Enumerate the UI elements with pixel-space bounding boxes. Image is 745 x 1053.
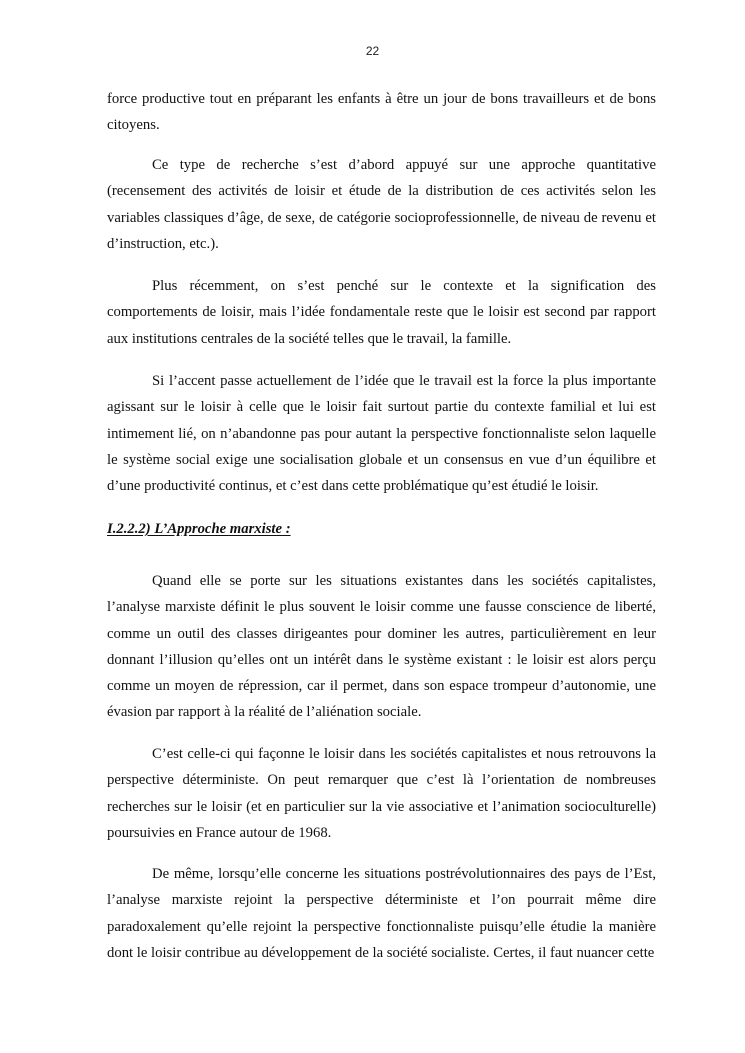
- paragraph-postrevolutionary-situations: De même, lorsqu’elle concerne les situations postrévolutionnaires des pays de l’Est, l’analyse marxiste rejoint la perspective déterministe et l’on pourrait même dire paradoxalement qu’elle rejoint la perspective fonctionnaliste puisqu’elle étudie la manière dont le loisir contribue au développement de la société socialiste. Certes, il faut nuancer cette: [107, 866, 656, 961]
- paragraph-marxist-analysis: Quand elle se porte sur les situations existantes dans les sociétés capitalistes, l’analyse marxiste définit le plus souvent le loisir comme une fausse conscience de liberté, comme un outil des classes dirigeantes pour dominer les autres, particulièrement en leur donnant l’illusion qu’elles ont un intérêt dans le système existant : le loisir est alors perçu comme un moyen de répression, car il permet, dans son espace trompeur d’autonomie, une évasion par rapport à la réalité de l’aliénation sociale.: [107, 573, 656, 721]
- paragraph-functionalist-perspective: Si l’accent passe actuellement de l’idée que le travail est la force la plus importante agissant sur le loisir à celle que le loisir fait surtout partie du contexte familial et lui est intimement lié, on n’abandonne pas pour autant la perspective fonctionnaliste selon laquelle le système social exige une socialisation globale et un consensus en vue d’un équilibre et d’une productivité continus, et c’est dans cette problématique qu’est étudié le loisir.: [107, 373, 656, 495]
- paragraph-deterministic-perspective: C’est celle-ci qui façonne le loisir dans les sociétés capitalistes et nous retrouvons la perspective déterministe. On peut remarquer que c’est là l’orientation de nombreuses recherches sur le loisir (et en particulier sur la vie associative et l’animation socioculturelle) poursuivies en France autour de 1968.: [107, 746, 656, 841]
- paragraph-quantitative-approach: Ce type de recherche s’est d’abord appuyé sur une approche quantitative (recensement des activités de loisir et étude de la distribution de ces activités selon les variables classiques d’âge, de sexe, de catégorie socioprofessionnelle, de niveau de revenu et d’instruction, etc.).: [107, 157, 656, 252]
- page-number: 22: [365, 44, 380, 58]
- paragraph-continuation: force productive tout en préparant les enfants à être un jour de bons travailleurs et de bons citoyens.: [107, 91, 656, 134]
- paragraph-recent-context: Plus récemment, on s’est penché sur le contexte et la signification des comportements de loisir, mais l’idée fondamentale reste que le loisir est second par rapport aux institutions centrales de la société telles que le travail, la famille.: [107, 278, 656, 347]
- section-heading: I.2.2.2) L’Approche marxiste :: [107, 521, 291, 537]
